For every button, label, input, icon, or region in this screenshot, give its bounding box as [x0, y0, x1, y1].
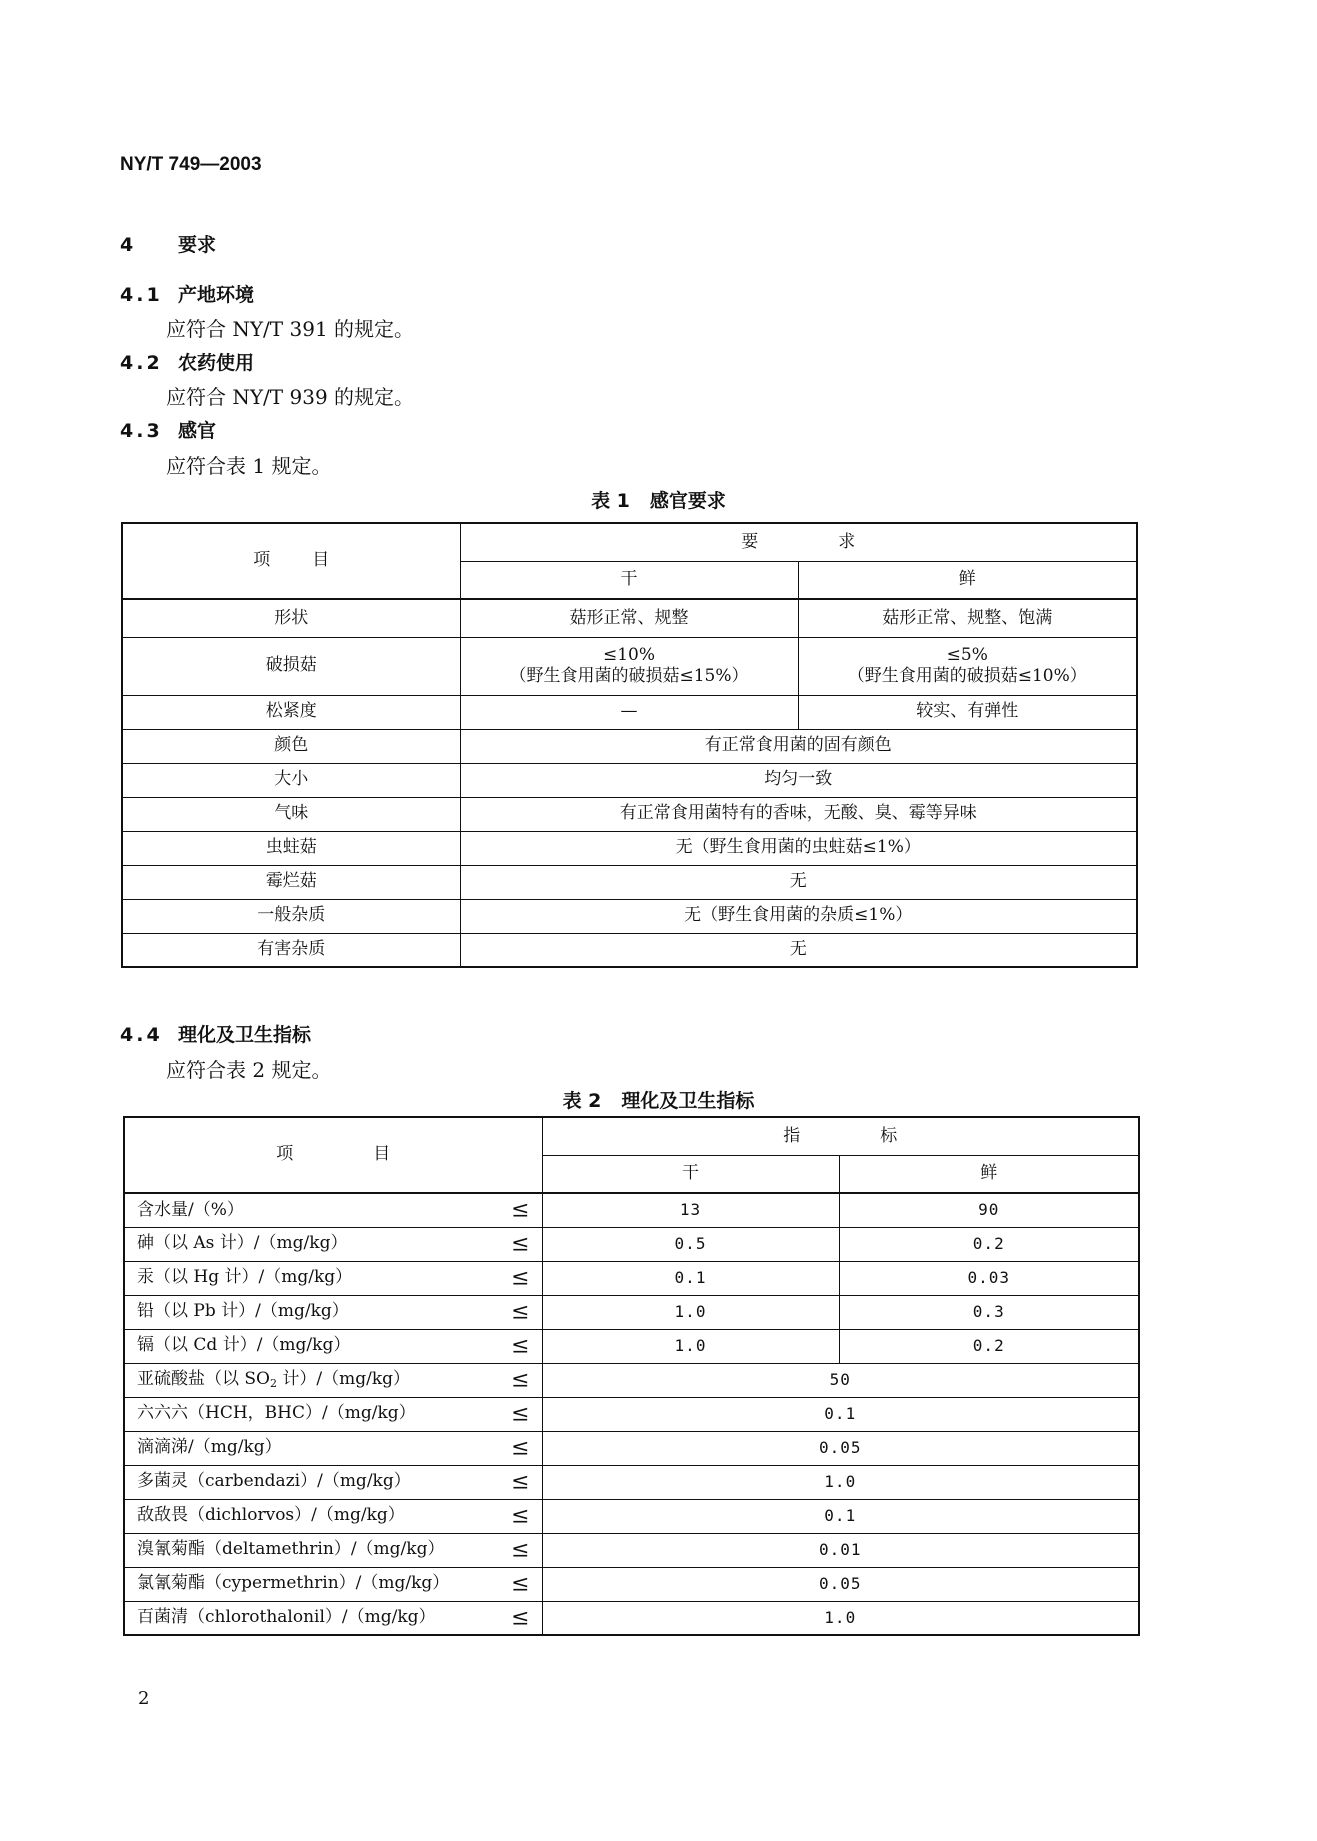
- table-1-header-fresh: 鲜: [798, 561, 1137, 599]
- row-item: 六六六（HCH，BHC）/（mg/kg） ≤: [124, 1397, 542, 1431]
- leq-symbol: ≤: [511, 1299, 530, 1325]
- leq-symbol: ≤: [511, 1401, 530, 1427]
- row-item: 溴氰菊酯（deltamethrin）/（mg/kg） ≤: [124, 1533, 542, 1567]
- table-row: [124, 1465, 1139, 1499]
- page-number: 2: [138, 1688, 150, 1709]
- row-dry-value: 1.0: [542, 1329, 839, 1363]
- row-item: 汞（以 Hg 计）/（mg/kg） ≤: [124, 1261, 542, 1295]
- table-row: [122, 831, 1137, 865]
- leq-symbol: ≤: [511, 1435, 530, 1461]
- section-4-1-heading: [120, 280, 254, 307]
- row-fresh-value: 0.3: [839, 1295, 1139, 1329]
- row-item: 破损菇: [122, 637, 460, 695]
- section-4-4-heading: [120, 1020, 311, 1047]
- standard-code: NY/T 749—2003: [120, 154, 262, 175]
- row-item: 滴滴涕/（mg/kg） ≤: [124, 1431, 542, 1465]
- section-4-2-title: 农药使用: [178, 352, 255, 374]
- leq-symbol: ≤: [511, 1367, 530, 1393]
- table-2-header-index: 指标: [542, 1117, 1139, 1155]
- row-dry-value: 菇形正常、规整: [460, 599, 798, 637]
- row-merged-value: 无: [460, 933, 1137, 967]
- leq-symbol: ≤: [511, 1503, 530, 1529]
- row-item: 气味: [122, 797, 460, 831]
- section-4-1-title: 产地环境: [178, 284, 255, 306]
- row-item: 颜色: [122, 729, 460, 763]
- table-1-header-requirement: 要求: [460, 523, 1137, 561]
- row-dry-value: 0.5: [542, 1227, 839, 1261]
- table-2-header-dry: 干: [542, 1155, 839, 1193]
- row-dry-value: 1.0: [542, 1295, 839, 1329]
- row-item: 有害杂质: [122, 933, 460, 967]
- leq-symbol: ≤: [511, 1265, 530, 1291]
- row-fresh-value: 90: [839, 1193, 1139, 1227]
- table-1-header-item: 项目: [122, 523, 460, 599]
- table-row: [122, 729, 1137, 763]
- row-dry-value: 0.1: [542, 1261, 839, 1295]
- table-row: [122, 933, 1137, 967]
- table-2-caption: [0, 1086, 1317, 1113]
- row-item: 镉（以 Cd 计）/（mg/kg） ≤: [124, 1329, 542, 1363]
- table-row: [122, 899, 1137, 933]
- row-item: 形状: [122, 599, 460, 637]
- table-row: [124, 1227, 1139, 1261]
- table-row: [124, 1431, 1139, 1465]
- table-row: [124, 1329, 1139, 1363]
- section-4-heading: [120, 230, 216, 257]
- row-dry-value: 13: [542, 1193, 839, 1227]
- row-merged-value: 0.05: [542, 1567, 1139, 1601]
- row-fresh-value: 菇形正常、规整、饱满: [798, 599, 1137, 637]
- leq-symbol: ≤: [511, 1197, 530, 1223]
- table-1-caption-number: 表 1: [591, 490, 630, 512]
- table-row: [124, 1193, 1139, 1227]
- row-merged-value: 1.0: [542, 1465, 1139, 1499]
- row-item: 亚硫酸盐（以 $SO_2$ 计）/（mg/kg） ≤: [124, 1363, 542, 1397]
- table-row: [122, 599, 1137, 637]
- row-item: 松紧度: [122, 695, 460, 729]
- section-4-4-number: 4.4: [120, 1024, 163, 1046]
- table-row: [122, 797, 1137, 831]
- row-merged-value: 均匀一致: [460, 763, 1137, 797]
- table-row: [124, 1295, 1139, 1329]
- row-fresh-value: 较实、有弹性: [798, 695, 1137, 729]
- section-4-3-title: 感官: [178, 420, 217, 442]
- row-item: 氯氰菊酯（cypermethrin）/（mg/kg） ≤: [124, 1567, 542, 1601]
- leq-symbol: ≤: [511, 1571, 530, 1597]
- table-1-header-dry: 干: [460, 561, 798, 599]
- table-1-caption-title: 感官要求: [649, 490, 726, 512]
- section-4-4-text: 应符合表 2 规定。: [166, 1058, 332, 1082]
- sensory-requirements-table: [121, 522, 1138, 968]
- row-item: 大小: [122, 763, 460, 797]
- section-4-4-title: 理化及卫生指标: [178, 1024, 312, 1046]
- row-item: 霉烂菇: [122, 865, 460, 899]
- row-item: 多菌灵（carbendazi）/（mg/kg） ≤: [124, 1465, 542, 1499]
- table-row: [124, 1363, 1139, 1397]
- section-4-1-number: 4.1: [120, 284, 163, 306]
- row-merged-value: 0.01: [542, 1533, 1139, 1567]
- table-row: [124, 1261, 1139, 1295]
- table-row: [122, 695, 1137, 729]
- row-merged-value: 无: [460, 865, 1137, 899]
- table-row: [122, 637, 1137, 695]
- table-2-header-fresh: 鲜: [839, 1155, 1139, 1193]
- row-item: 虫蛀菇: [122, 831, 460, 865]
- leq-symbol: ≤: [511, 1231, 530, 1257]
- section-4-2-text: 应符合 NY/T 939 的规定。: [166, 385, 415, 409]
- row-merged-value: 1.0: [542, 1601, 1139, 1635]
- row-merged-value: 无（野生食用菌的虫蛀菇≤1%）: [460, 831, 1137, 865]
- row-item: 铅（以 Pb 计）/（mg/kg） ≤: [124, 1295, 542, 1329]
- row-item: 百菌清（chlorothalonil）/（mg/kg） ≤: [124, 1601, 542, 1635]
- row-item: 含水量/（%） ≤: [124, 1193, 542, 1227]
- section-4-3-text: 应符合表 1 规定。: [166, 454, 332, 478]
- leq-symbol: ≤: [511, 1333, 530, 1359]
- leq-symbol: ≤: [511, 1469, 530, 1495]
- row-item: 砷（以 As 计）/（mg/kg） ≤: [124, 1227, 542, 1261]
- table-row: [124, 1567, 1139, 1601]
- table-row: [122, 763, 1137, 797]
- row-dry-value: ≤10% （野生食用菌的破损菇≤15%）: [460, 637, 798, 695]
- table-row: [124, 1397, 1139, 1431]
- section-4-title: 要求: [178, 234, 217, 256]
- row-merged-value: 0.05: [542, 1431, 1139, 1465]
- table-2-header-item: 项目: [124, 1117, 542, 1193]
- row-item: 一般杂质: [122, 899, 460, 933]
- section-4-3-number: 4.3: [120, 420, 163, 442]
- row-merged-value: 有正常食用菌特有的香味，无酸、臭、霉等异味: [460, 797, 1137, 831]
- table-row: [124, 1499, 1139, 1533]
- table-row: [124, 1533, 1139, 1567]
- row-merged-value: 50: [542, 1363, 1139, 1397]
- row-merged-value: 有正常食用菌的固有颜色: [460, 729, 1137, 763]
- row-merged-value: 0.1: [542, 1397, 1139, 1431]
- row-fresh-value: 0.03: [839, 1261, 1139, 1295]
- row-fresh-value: 0.2: [839, 1329, 1139, 1363]
- section-4-2-number: 4.2: [120, 352, 163, 374]
- row-item: 敌敌畏（dichlorvos）/（mg/kg） ≤: [124, 1499, 542, 1533]
- leq-symbol: ≤: [511, 1605, 530, 1630]
- section-4-2-heading: [120, 348, 254, 375]
- table-1-caption: [0, 486, 1317, 513]
- section-4-3-heading: [120, 416, 216, 443]
- leq-symbol: ≤: [511, 1537, 530, 1563]
- row-merged-value: 无（野生食用菌的杂质≤1%）: [460, 899, 1137, 933]
- table-row: [124, 1601, 1139, 1635]
- physicochemical-hygiene-table: [123, 1116, 1140, 1636]
- row-fresh-value: 0.2: [839, 1227, 1139, 1261]
- table-2-caption-number: 表 2: [562, 1090, 602, 1112]
- row-dry-value: —: [460, 695, 798, 729]
- table-row: [122, 865, 1137, 899]
- section-4-1-text: 应符合 NY/T 391 的规定。: [166, 317, 415, 341]
- row-fresh-value: ≤5% （野生食用菌的破损菇≤10%）: [798, 637, 1137, 695]
- section-4-number: 4: [120, 234, 137, 256]
- row-merged-value: 0.1: [542, 1499, 1139, 1533]
- table-2-caption-title: 理化及卫生指标: [621, 1090, 755, 1112]
